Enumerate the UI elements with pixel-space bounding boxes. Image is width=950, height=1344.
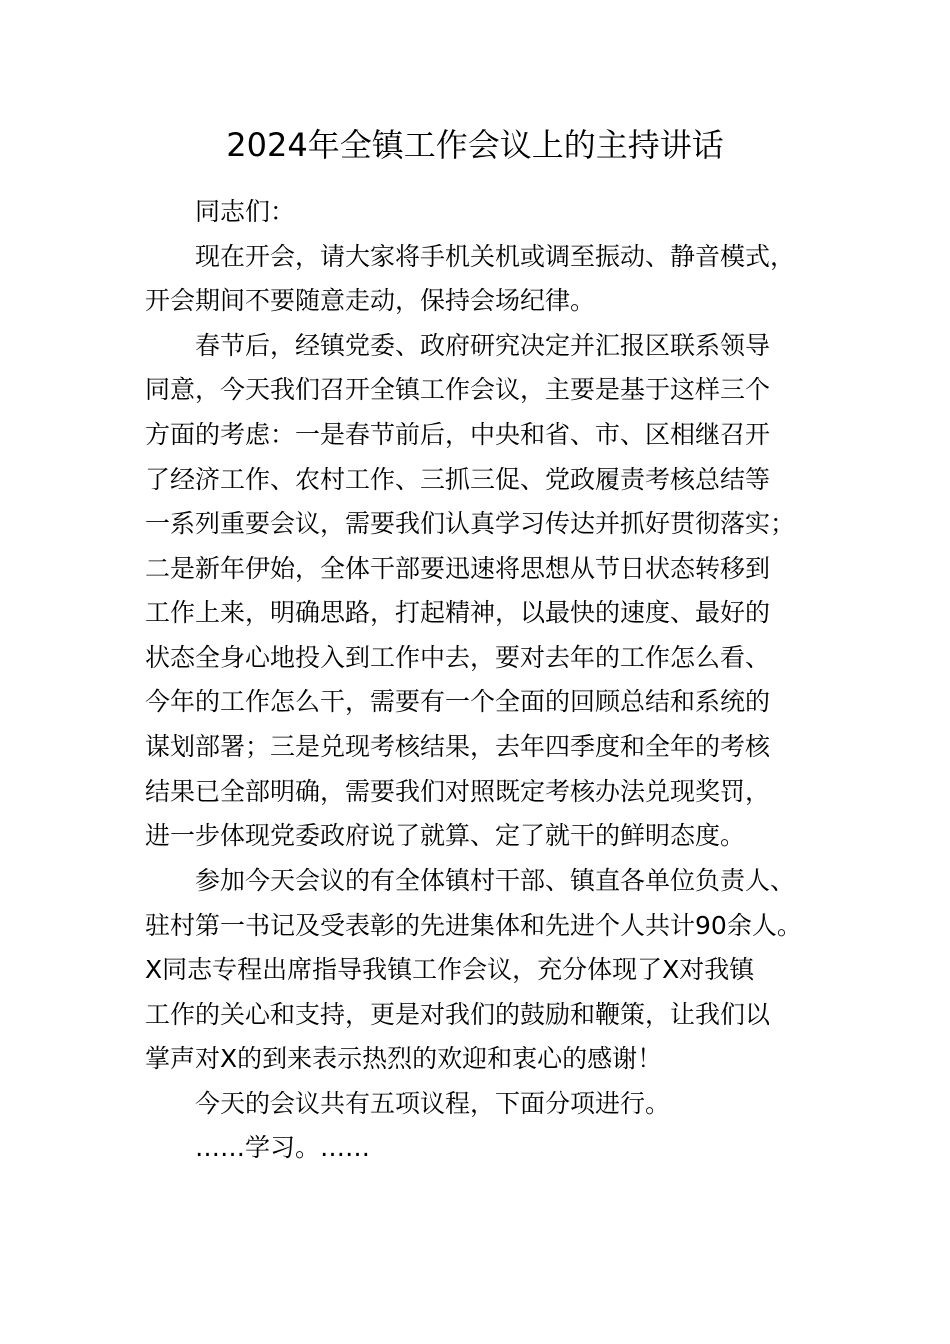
body-line: 工作的关心和支持，更是对我们的鼓励和鞭策，让我们以: [145, 1000, 771, 1029]
body-line: 二是新年伊始，全体干部要迅速将思想从节日状态转移到: [145, 554, 771, 583]
body-line: 驻村第一书记及受表彰的先进集体和先进个人共计90余人。: [145, 911, 802, 940]
salutation-line: 同志们：: [195, 197, 296, 226]
body-line: 同意，今天我们召开全镇工作会议，主要是基于这样三个: [145, 375, 771, 404]
body-line: 参加今天会议的有全体镇村干部、镇直各单位负责人、: [195, 866, 796, 895]
body-line: 现在开会，请大家将手机关机或调至振动、静音模式，: [195, 242, 796, 271]
body-line: 开会期间不要随意走动，保持会场纪律。: [145, 286, 596, 315]
body-line: 了经济工作、农村工作、三抓三促、党政履责考核总结等: [145, 465, 771, 494]
body-line: 一系列重要会议，需要我们认真学习传达并抓好贯彻落实；: [145, 509, 796, 538]
body-line: 春节后，经镇党委、政府研究决定并汇报区联系领导: [195, 331, 771, 360]
document-title: 2024年全镇工作会议上的主持讲话: [226, 126, 724, 164]
body-line: 结果已全部明确，需要我们对照既定考核办法兑现奖罚，: [145, 777, 771, 806]
body-line: 进一步体现党委政府说了就算、定了就干的鲜明态度。: [145, 821, 746, 850]
body-line: 谋划部署；三是兑现考核结果，去年四季度和全年的考核: [145, 732, 771, 761]
body-line: 掌声对X的到来表示热烈的欢迎和衷心的感谢！: [145, 1044, 663, 1073]
body-line: 方面的考虑：一是春节前后，中央和省、市、区相继召开: [145, 420, 771, 449]
body-line: X同志专程出席指导我镇工作会议，充分体现了X对我镇: [145, 955, 755, 984]
body-line: ……学习。……: [195, 1133, 371, 1162]
body-line: 今年的工作怎么干，需要有一个全面的回顾总结和系统的: [145, 687, 771, 716]
body-line: 状态全身心地投入到工作中去，要对去年的工作怎么看、: [145, 643, 771, 672]
body-line: 工作上来，明确思路，打起精神，以最快的速度、最好的: [145, 598, 771, 627]
body-line: 今天的会议共有五项议程，下面分项进行。: [195, 1089, 671, 1118]
